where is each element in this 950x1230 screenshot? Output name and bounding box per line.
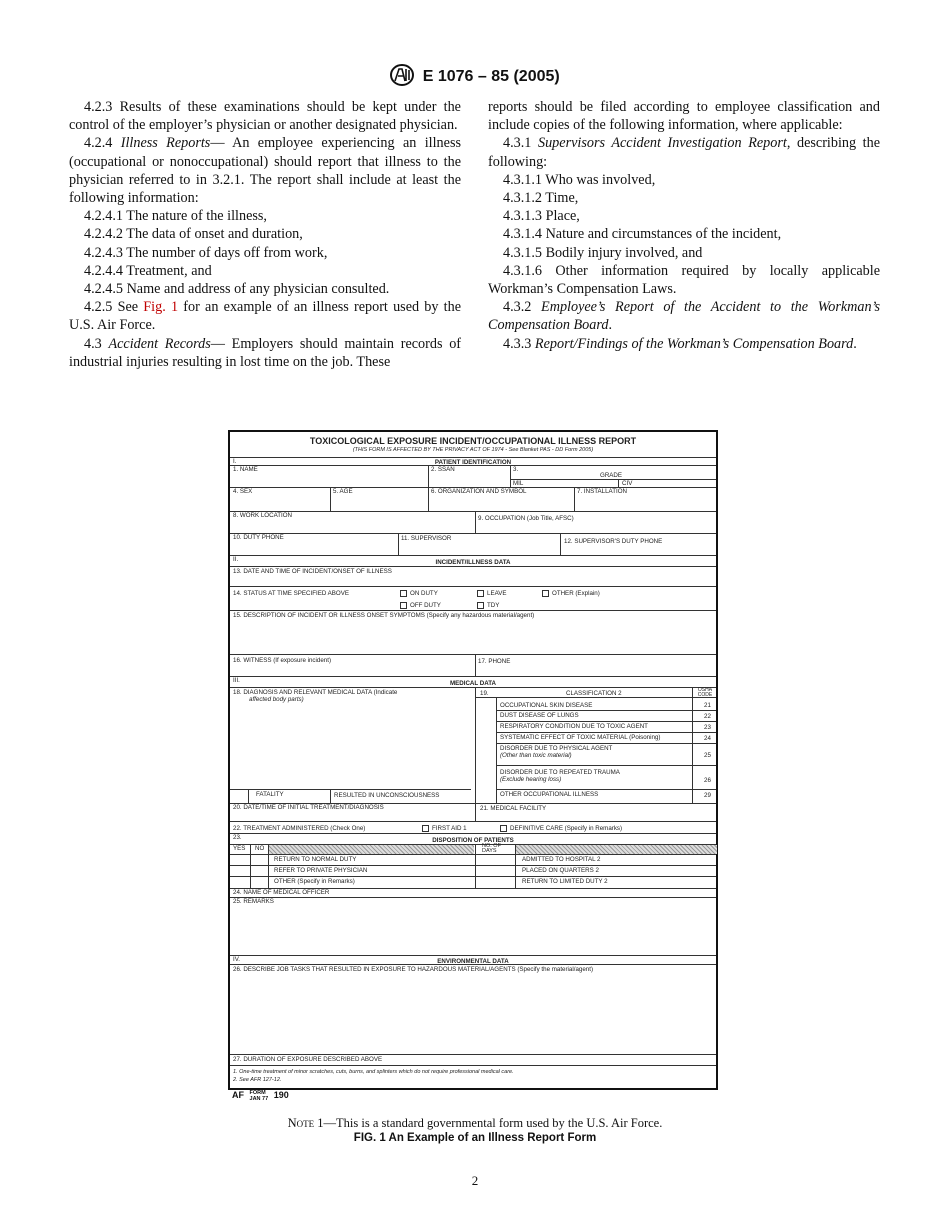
classification-sublabel: (Other than toxic material): [500, 752, 572, 759]
paragraph: 4.3 Accident Records— Employers should maintain records of industrial injuries resulting in lost time on the job. These: [69, 335, 462, 370]
field-label: 26. DESCRIBE JOB TASKS THAT RESULTED IN EXPOSURE TO HAZARDOUS MATERIAL/AGENTS (Specify the material/agent): [233, 966, 594, 973]
paragraph: 4.3.2 Employee’s Report of the Accident to the Workman’s Compensation Board.: [488, 299, 880, 334]
osha-code: 24: [704, 735, 711, 742]
classification-sublabel: (Exclude hearing loss): [500, 776, 562, 783]
classification-label: DISORDER DUE TO PHYSICAL AGENT: [500, 745, 613, 752]
astm-logo-icon: [390, 64, 414, 86]
section-number: II.: [233, 556, 239, 563]
field-label: 10. DUTY PHONE: [233, 534, 284, 541]
form-footnote: 2. See AFR 127-12.: [233, 1077, 282, 1083]
field-label: NO: [255, 845, 265, 852]
classification-heading: CLASSIFICATION 2: [566, 690, 622, 697]
section-title: DISPOSITION OF PATIENTS: [432, 837, 514, 844]
list-item: 4.3.1.4 Nature and circumstances of the incident,: [503, 226, 782, 243]
form-title: TOXICOLOGICAL EXPOSURE INCIDENT/OCCUPATIONAL ILLNESS REPORT: [309, 436, 637, 446]
status-on-duty[interactable]: ON DUTY: [400, 590, 438, 597]
field-label: 21. MEDICAL FACILITY: [480, 805, 547, 812]
page-number: 2: [471, 1173, 479, 1188]
section-number: III.: [233, 677, 240, 684]
field-label: CIV: [622, 480, 633, 487]
classification-label: OTHER OCCUPATIONAL ILLNESS: [500, 791, 599, 798]
right-column: [488, 98, 880, 353]
field-label: YES: [233, 845, 246, 852]
disposition-option: ADMITTED TO HOSPITAL 2: [522, 856, 601, 863]
figure-note: Note 1—This is a standard governmental form used by the U.S. Air Force.: [287, 1116, 663, 1130]
list-item: 4.2.4.2 The data of onset and duration,: [84, 226, 303, 243]
list-item: 4.3.1.3 Place,: [503, 208, 580, 225]
list-item: 4.2.4.5 Name and address of any physician consulted.: [84, 281, 390, 298]
field-label: 16. WITNESS (If exposure incident): [233, 657, 332, 664]
list-item: 4.3.1.1 Who was involved,: [503, 171, 656, 188]
form-subtitle: (THIS FORM IS AFFECTED BY THE PRIVACY ACT OF 1974 - See Blanket PAS - DD Form 2005): [352, 447, 594, 453]
field-label: 15. DESCRIPTION OF INCIDENT OR ILLNESS ONSET SYMPTOMS (Specify any hazardous material/agent): [233, 612, 535, 619]
disposition-option: RETURN TO LIMITED DUTY 2: [522, 878, 608, 885]
status-tdy[interactable]: TDY: [477, 602, 499, 609]
disposition-option: PLACED ON QUARTERS 2: [522, 867, 599, 874]
field-label: 12. SUPERVISOR'S DUTY PHONE: [564, 538, 663, 545]
field-label: 24. NAME OF MEDICAL OFFICER: [233, 889, 330, 896]
field-label: 27. DURATION OF EXPOSURE DESCRIBED ABOVE: [233, 1056, 383, 1063]
section-number: I.: [233, 458, 237, 465]
figure-caption: FIG. 1 An Example of an Illness Report Form: [353, 1132, 597, 1144]
field-label: 3.: [513, 466, 519, 473]
field-label: GRADE: [600, 472, 623, 479]
list-item: 4.3.1.2 Time,: [503, 190, 579, 207]
left-column: [69, 98, 461, 371]
disposition-option: REFER TO PRIVATE PHYSICIAN: [274, 867, 368, 874]
disposition-option: RETURN TO NORMAL DUTY: [274, 856, 357, 863]
field-label: 25. REMARKS: [233, 898, 274, 905]
field-label: NO. OF DAYS: [482, 843, 501, 854]
field-label: 20. DATE/TIME OF INITIAL TREATMENT/DIAGNOSIS: [233, 804, 384, 811]
page-header: [0, 64, 950, 86]
field-label: 11. SUPERVISOR: [401, 535, 452, 542]
classification-label: DUST DISEASE OF LUNGS: [500, 712, 579, 719]
field-label: affected body parts): [249, 696, 304, 703]
section-number: IV.: [233, 956, 240, 963]
section-title: ENVIRONMENTAL DATA: [437, 958, 509, 965]
osha-code: 21: [704, 702, 711, 709]
illness-report-form: [228, 430, 718, 1090]
section-title: INCIDENT/ILLNESS DATA: [435, 559, 511, 566]
field-label: 6. ORGANIZATION AND SYMBOL: [431, 488, 527, 495]
classification-label: SYSTEMATIC EFFECT OF TOXIC MATERIAL (Poisoning): [500, 734, 661, 741]
list-item: 4.2.4.1 The nature of the illness,: [84, 208, 267, 225]
form-number: AF FORM JAN 77 190: [232, 1090, 289, 1102]
osha-code: 23: [704, 724, 711, 731]
disposition-option: OTHER (Specify in Remarks): [274, 878, 355, 885]
field-label: 2. SSAN: [431, 466, 455, 473]
definitive-care-checkbox[interactable]: DEFINITIVE CARE (Specify in Remarks): [500, 825, 622, 832]
paragraph: 4.3.3 Report/Findings of the Workman’s Compensation Board.: [503, 335, 857, 352]
field-label: 8. WORK LOCATION: [233, 512, 293, 519]
list-item: 4.3.1.5 Bodily injury involved, and: [503, 244, 703, 261]
field-label: 9. OCCUPATION (Job Title, AFSC): [478, 515, 574, 522]
field-label: MIL: [513, 480, 524, 487]
status-off-duty[interactable]: OFF DUTY: [400, 602, 441, 609]
status-leave[interactable]: LEAVE: [477, 590, 507, 597]
osha-code: 29: [704, 792, 711, 799]
osha-code-heading: OSHA CODE: [697, 687, 713, 698]
status-other[interactable]: OTHER (Explain): [542, 590, 600, 597]
list-item: 4.2.4.3 The number of days off from work,: [84, 244, 328, 261]
field-label: 5. AGE: [333, 488, 353, 495]
section-title: MEDICAL DATA: [449, 680, 497, 687]
osha-code: 25: [704, 752, 711, 759]
field-label: 17. PHONE: [478, 658, 511, 665]
field-label: 4. SEX: [233, 488, 253, 495]
classification-label: RESPIRATORY CONDITION DUE TO TOXIC AGENT: [500, 723, 648, 730]
list-item: 4.2.4.4 Treatment, and: [84, 262, 212, 279]
classification-label: OCCUPATIONAL SKIN DISEASE: [500, 702, 593, 709]
classification-label: DISORDER DUE TO REPEATED TRAUMA: [500, 769, 620, 776]
field-label: 23.: [233, 834, 242, 841]
paragraph: 4.2.5 See Fig. 1 for an example of an illness report used by the U.S. Air Force.: [69, 299, 462, 334]
paragraph: 4.2.4 Illness Reports— An employee experiencing an illness (occupational or nonoccupational) should report that illness to the physician referred to in 3.2.1. The report shall include at least the following information:: [69, 135, 461, 207]
figure-link[interactable]: Fig. 1: [143, 299, 179, 316]
field-label: 7. INSTALLATION: [577, 488, 627, 495]
doc-designation: E 1076 – 85 (2005): [422, 68, 560, 85]
osha-code: 26: [704, 777, 711, 784]
field-label: 14. STATUS AT TIME SPECIFIED ABOVE: [233, 590, 349, 597]
list-item: 4.3.1.6 Other information required by locally applicable Workman’s Compensation Laws.: [488, 262, 880, 298]
paragraph: 4.2.3 Results of these examinations should be kept under the control of the employer’s physician or another designated physician.: [69, 99, 461, 134]
field-label: 1. NAME: [233, 466, 258, 473]
field-label: FATALITY: [256, 791, 284, 798]
field-label: 18. DIAGNOSIS AND RELEVANT MEDICAL DATA (Indicate: [233, 689, 398, 696]
field-label: 13. DATE AND TIME OF INCIDENT/ONSET OF ILLNESS: [233, 568, 392, 575]
field-label: RESULTED IN UNCONSCIOUSNESS: [334, 792, 440, 799]
section-title: PATIENT IDENTIFICATION: [434, 459, 512, 466]
field-label: 19.: [480, 690, 489, 697]
first-aid-checkbox[interactable]: FIRST AID 1: [422, 825, 467, 832]
paragraph: reports should be filed according to employee classification and include copies of the following information, where applicable:: [488, 99, 880, 134]
form-footnote: 1. One-time treatment of minor scratches, cuts, burns, and splinters which do not require professional medical care.: [233, 1069, 514, 1075]
field-label: 22. TREATMENT ADMINISTERED (Check One): [233, 825, 366, 832]
osha-code: 22: [704, 713, 711, 720]
paragraph: 4.3.1 Supervisors Accident Investigation Report, describing the following:: [488, 135, 881, 170]
